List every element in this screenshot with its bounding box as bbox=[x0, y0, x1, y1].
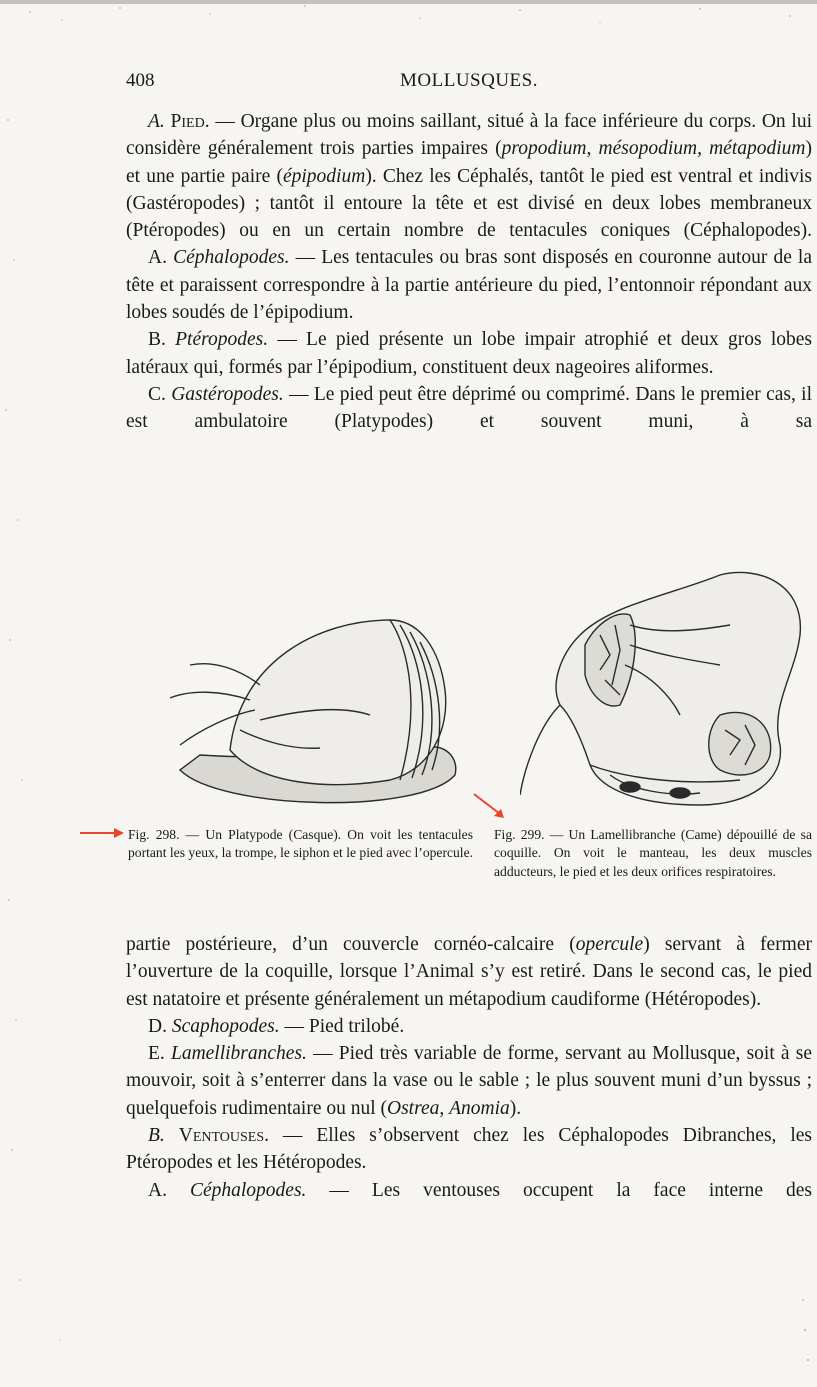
italic-genus: Anomia bbox=[449, 1097, 510, 1119]
paragraph-text: — Pied trilobé. bbox=[279, 1015, 405, 1037]
section-letter: A. bbox=[148, 111, 165, 132]
figure-label: Fig. 299. bbox=[494, 827, 545, 842]
paragraph-text: ) et une partie paire ( bbox=[126, 138, 812, 187]
paragraph-text: — Le pied présente un lobe impair atrophié et deux gros lobes latéraux qui, formés par l’épipodium, constituent deux nageoires aliformes. bbox=[126, 329, 812, 378]
paragraph-pied bbox=[126, 108, 812, 244]
section-heading: Ventouses. bbox=[178, 1125, 269, 1147]
paragraph-text: — Elles s’observent chez les Céphalopodes Dibranches, les Ptéropodes et les Hétéropodes. bbox=[126, 1125, 813, 1174]
italic-term: épipodium bbox=[282, 165, 366, 187]
item-letter: A. bbox=[148, 247, 167, 269]
paragraph-cephalopodes-ventouses bbox=[126, 1177, 812, 1204]
paragraph-cephalopodes bbox=[126, 244, 812, 326]
top-text-block bbox=[126, 108, 812, 436]
caption-text bbox=[128, 826, 473, 863]
italic-term: Scaphopodes. bbox=[171, 1015, 280, 1037]
paragraph-pteropodes bbox=[126, 326, 812, 381]
caption-fig-298 bbox=[128, 826, 473, 863]
caption-body: — Un Lamellibranche (Came) dépouillé de sa coquille. On voit le manteau, les deux muscles adducteurs, le pied et les deux orifices respiratoires. bbox=[494, 827, 812, 879]
figure-298-illustration bbox=[160, 580, 470, 810]
item-letter: A. bbox=[148, 1179, 167, 1201]
section-heading: Pied. bbox=[170, 111, 210, 132]
figures-area bbox=[0, 560, 817, 905]
running-title: MOLLUSQUES. bbox=[400, 70, 538, 91]
italic-term: Céphalopodes. bbox=[173, 247, 290, 269]
italic-term: opercule bbox=[575, 934, 644, 955]
paragraph-text: ) servant à fermer l’ouverture de la coquille, lorsque l’Animal s’y est retiré. Dans le second cas, le pied est natatoire et présente généralement un métapodium caudiforme (Hétéropodes). bbox=[126, 934, 813, 1010]
italic-term: Céphalopodes. bbox=[189, 1179, 307, 1201]
item-letter: E. bbox=[148, 1043, 165, 1065]
item-letter: B. bbox=[148, 329, 166, 351]
separator: , bbox=[439, 1097, 450, 1119]
paragraph-text: — Le pied peut être déprimé ou comprimé. Dans le premier cas, il est ambulatoire (Platypodes) et souvent muni, à sa bbox=[126, 383, 812, 433]
section-letter: B. bbox=[148, 1125, 165, 1147]
italic-term: propodium, mésopodium, métapodium bbox=[501, 138, 806, 160]
paragraph-ventouses bbox=[126, 1122, 812, 1177]
figure-299-illustration bbox=[520, 565, 810, 815]
italic-term: Lamellibranches. bbox=[170, 1043, 307, 1065]
annotation-arrow-right bbox=[80, 826, 126, 840]
page-header bbox=[126, 70, 812, 96]
italic-term: Ptéropodes. bbox=[175, 329, 269, 351]
caption-fig-299 bbox=[494, 826, 812, 881]
item-letter: C. bbox=[148, 383, 166, 405]
paragraph-text: Organe plus ou moins saillant, situé à la face inférieure du corps. On lui considère généralement trois parties impaires ( bbox=[126, 111, 813, 160]
paragraph-text: ). Chez les Céphalés, tantôt le pied est ventral et indivis (Gastéropodes) ; tantôt il entoure la tête et est divisé en deux lobes membraneux (Ptéropodes) ou en un certain nombre de tentacules coniques (Céphalopodes). bbox=[126, 165, 813, 242]
caption-text bbox=[494, 826, 812, 881]
annotation-arrow-diagonal bbox=[470, 792, 510, 822]
paragraph-gasteropodes bbox=[126, 381, 812, 436]
paragraph-text: — Les ventouses occupent la face interne des bbox=[306, 1179, 813, 1201]
paragraph-text: ). bbox=[509, 1097, 522, 1119]
paragraph-lamellibranches bbox=[126, 1040, 812, 1122]
paragraph-text: — Les tentacules ou bras sont disposés en couronne autour de la tête et paraissent correspondre à la partie antérieure du pied, l’entonnoir répondant aux lobes soudés de l’épipodium. bbox=[126, 247, 813, 324]
caption-body: — Un Platypode (Casque). On voit les tentacules portant les yeux, la trompe, le siphon et le pied avec l’opercule. bbox=[128, 827, 474, 861]
item-letter: D. bbox=[148, 1015, 167, 1037]
paragraph-text: partie postérieure, d’un couvercle cornéo-calcaire ( bbox=[126, 934, 576, 955]
paragraph-text: — Pied très variable de forme, servant au Mollusque, soit à se mouvoir, soit à s’enterrer dans la vase ou le sable ; le plus souvent muni d’un byssus ; quelquefois rudimentaire ou nul ( bbox=[126, 1043, 812, 1119]
italic-genus: Ostrea bbox=[387, 1097, 440, 1119]
dash-separator: — bbox=[209, 111, 241, 132]
italic-term: Gastéropodes. bbox=[171, 383, 284, 405]
paragraph-scaphopodes bbox=[126, 1013, 812, 1040]
figure-label: Fig. 298. bbox=[128, 827, 180, 842]
paragraph-opercule bbox=[126, 931, 812, 1013]
page-number: 408 bbox=[126, 70, 155, 91]
bottom-text-block bbox=[126, 931, 812, 1204]
